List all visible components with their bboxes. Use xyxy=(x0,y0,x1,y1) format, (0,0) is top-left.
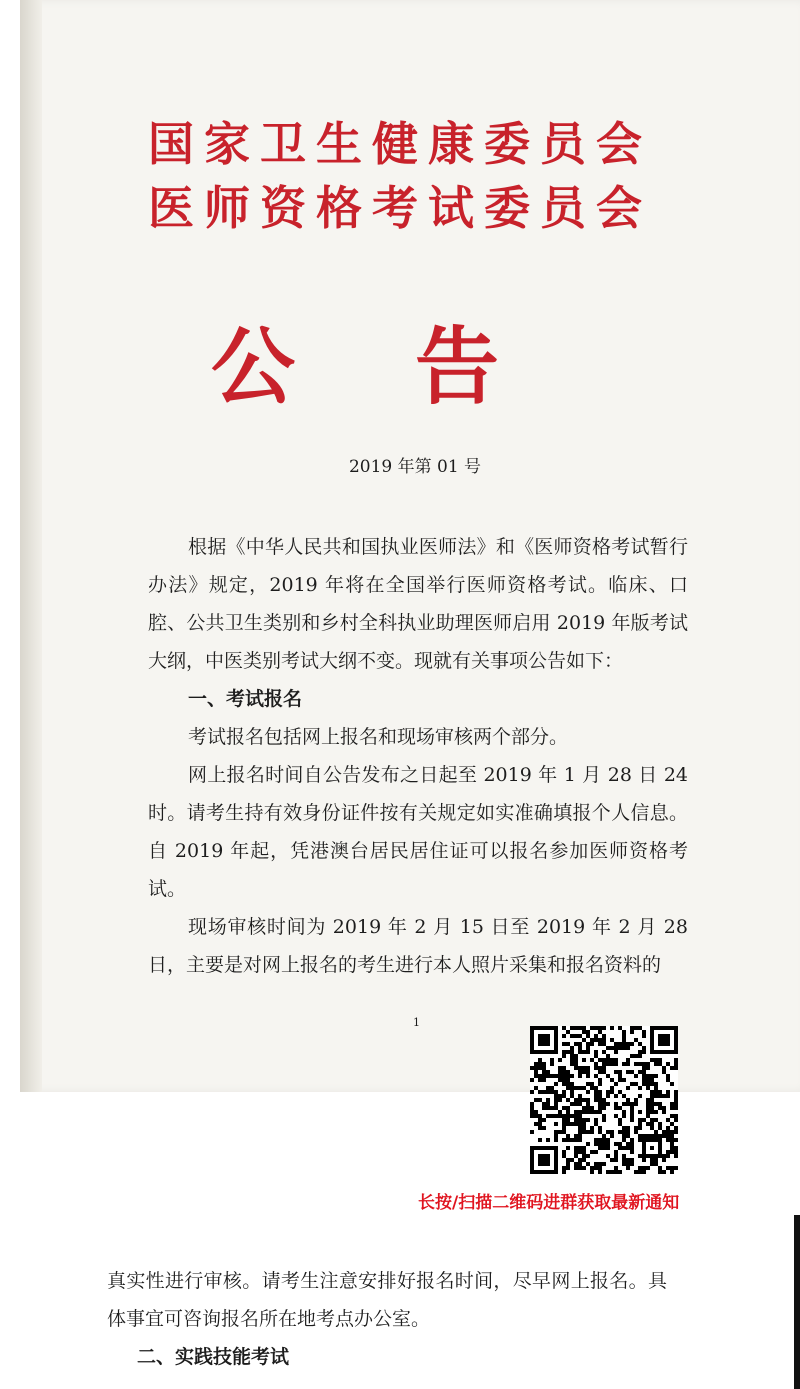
section-1-paragraph-3-continued: 真实性进行审核。请考生注意安排好报名时间，尽早网上报名。具体事宜可咨询报名所在地考点办公室。 xyxy=(107,1270,667,1330)
announcement-body-continued xyxy=(107,1262,667,1376)
section-1-paragraph-1: 考试报名包括网上报名和现场审核两个部分。 xyxy=(188,726,569,748)
qr-caption: 长按/扫描二维码进群获取最新通知 xyxy=(418,1193,680,1213)
section-1-title: 一、考试报名 xyxy=(188,688,303,710)
org-name-line1: 国家卫生健康委员会 xyxy=(148,117,652,171)
qr-code[interactable] xyxy=(530,1026,678,1174)
announcement-body xyxy=(148,528,688,984)
org-name-line2: 医师资格考试委员会 xyxy=(148,181,652,235)
scrollbar[interactable] xyxy=(794,1215,800,1389)
section-1-paragraph-2: 网上报名时间自公告发布之日起至 2019 年 1 月 28 日 24 时。请考生持有效身份证件按有关规定如实准确填报个人信息。自 2019 年起，凭港澳台居民居住证可以报名参加医师资格考试。 xyxy=(148,764,688,900)
section-2-title: 二、实践技能考试 xyxy=(137,1346,290,1368)
section-1-paragraph-3: 现场审核时间为 2019 年 2 月 15 日至 2019 年 2 月 28 日，主要是对网上报名的考生进行本人照片采集和报名资料的 xyxy=(148,916,688,976)
qr-code-icon xyxy=(530,1026,678,1174)
document-number: 2019 年第 01 号 xyxy=(348,457,482,477)
intro-paragraph: 根据《中华人民共和国执业医师法》和《医师资格考试暂行办法》规定，2019 年将在全国举行医师资格考试。临床、口腔、公共卫生类别和乡村全科执业助理医师启用 2019 年版考试大纲，中医类别考试大纲不变。现就有关事项公告如下： xyxy=(148,536,688,672)
page-number: 1 xyxy=(413,1016,420,1029)
announcement-title: 公告 xyxy=(210,318,619,416)
